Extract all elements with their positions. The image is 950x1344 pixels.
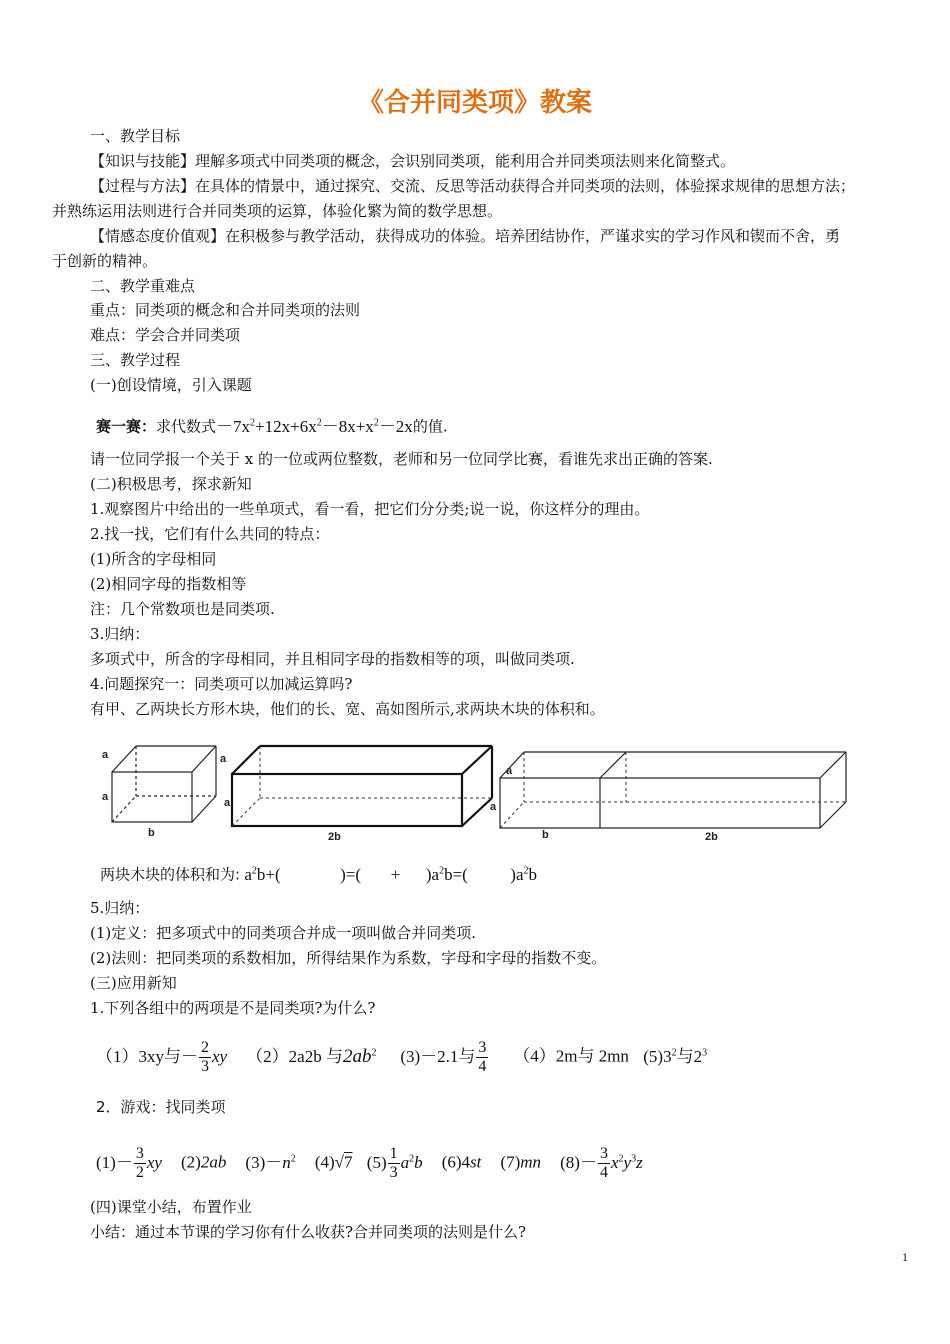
cube-front xyxy=(112,772,192,822)
q1-item-4: （4）2m与 2mn xyxy=(513,1046,629,1066)
exercise-1: 1.下列各组中的两项是不是同类项?为什么? xyxy=(90,999,376,1017)
goal-attitude-2: 于创新的精神。 xyxy=(52,252,158,270)
feature-1: (1)所含的字母相同 xyxy=(90,550,217,568)
game-expression xyxy=(96,413,448,437)
q2-item-2: (2)2ab xyxy=(181,1152,227,1172)
box-label-a-side: a xyxy=(224,797,231,809)
section-goals: 一、教学目标 xyxy=(90,127,181,145)
cube-label-a-side: a xyxy=(102,791,109,803)
exercise-1-items xyxy=(96,1030,707,1080)
game-end: 的值. xyxy=(412,417,448,436)
observe-instruction: 1.观察图片中给出的一些单项式，看一看，把它们分分类;说一说，你这样分的理由。 xyxy=(90,500,650,518)
box-front xyxy=(232,774,462,826)
definition-merge: (1)定义：把多项式中的同类项合并成一项叫做合并同类项. xyxy=(90,924,477,942)
exercise-2-game: 2．游戏：找同类项 xyxy=(96,1098,226,1116)
cube-label-b: b xyxy=(148,827,155,839)
q2-item-1: (1)－ $\frac{3}{2}$ xy xyxy=(96,1145,162,1182)
combined-label-2b: 2b xyxy=(705,831,718,843)
volume-expression xyxy=(100,861,537,885)
goal-knowledge: 【知识与技能】理解多项式中同类项的概念，会识别同类项，能利用合并同类项法则来化简整式。 xyxy=(90,152,736,170)
combined-box xyxy=(500,752,846,828)
section-key-points: 二、教学重难点 xyxy=(90,277,196,295)
q2-item-3: $(3)-n^2$ xyxy=(245,1152,296,1172)
document-title: 《合并同类项》教案 xyxy=(357,88,592,118)
page-number: 1 xyxy=(902,1250,908,1264)
game-formula: $-7x^2+12x+6x^2-8x+x^2-2x$ xyxy=(216,416,413,436)
q1-item-1: （1）3xy与－ $\frac{2}{3}$ xy xyxy=(96,1039,228,1076)
find-features: 2.找一找，它们有什么共同的特点： xyxy=(90,525,330,543)
volume-label: 两块木块的体积和为: xyxy=(100,865,241,884)
step-4-heading: (四)课堂小结，布置作业 xyxy=(90,1198,252,1216)
q2-item-5: (5) $\frac{1}{3}$ $a^2b$ xyxy=(366,1145,423,1182)
q1-item-5: $(5)3^2$与$2^3$ xyxy=(643,1046,708,1066)
q2-item-7: (7)mn xyxy=(500,1152,542,1172)
note-constants: 注：几个常数项也是同类项. xyxy=(90,600,275,618)
induction-heading: 5.归纳： xyxy=(90,899,150,917)
step-1-heading: (一)创设情境，引入课题 xyxy=(90,376,252,394)
q2-item-8: (8)－ $\frac{3}{4}$ $x^2y^3z$ xyxy=(560,1145,643,1182)
rule-merge: (2)法则：把同类项的系数相加，所得结果作为系数，字母和字母的指数不变。 xyxy=(90,949,607,967)
combined-label-a-side: a xyxy=(490,801,497,813)
summary-heading: 3.归纳： xyxy=(90,625,150,643)
q1-item-3: (3)－2.1与 $\frac{3}{4}$ xyxy=(400,1039,487,1076)
goal-process-1: 【过程与方法】在具体的情景中，通过探究、交流、反思等活动获得合并同类项的法则，体验探求规律的思想方法； xyxy=(90,177,856,195)
q1-item-2: （2）2a2b 与$2ab^2$ xyxy=(246,1045,377,1067)
game-text: 求代数式 xyxy=(156,417,217,436)
cube-a-b xyxy=(112,746,216,822)
goal-process-2: 并熟练运用法则进行合并同类项的运算，体验化繁为简的数学思想。 xyxy=(52,202,503,220)
summary-question: 小结：通过本节课的学习你有什么收获?合并同类项的法则是什么? xyxy=(90,1223,527,1241)
feature-2: (2)相同字母的指数相等 xyxy=(90,575,247,593)
box-label-2b: 2b xyxy=(328,831,341,843)
goal-attitude-1: 【情感态度价值观】在积极参与教学活动，获得成功的体验。培养团结协作，严谨求实的学习作风和锲而不舍，勇 xyxy=(90,227,841,245)
problem-description: 有甲、乙两块长方形木块，他们的长、宽、高如图所示,求两块木块的体积和。 xyxy=(90,700,605,718)
q2-item-6: (6)4st xyxy=(441,1152,482,1172)
key-point: 重点：同类项的概念和合并同类项的法则 xyxy=(90,301,361,319)
exercise-2-items xyxy=(96,1136,643,1186)
game-description: 请一位同学报一个关于 x 的一位或两位整数，老师和另一位同学比赛，看谁先求出正确的答案. xyxy=(90,450,713,468)
like-terms-definition: 多项式中，所含的字母相同，并且相同字母的指数相等的项，叫做同类项. xyxy=(90,650,575,668)
volume-formula: $a^2b+$( )=( + )$a^2b=$( )$a^2b$ xyxy=(240,864,538,884)
box-label-a-top: a xyxy=(220,753,227,765)
game-label: 赛一赛： xyxy=(96,417,157,436)
cube-label-a-top: a xyxy=(102,749,109,761)
wood-blocks-diagram xyxy=(100,738,860,846)
step-2-heading: (二)积极思考，探求新知 xyxy=(90,475,252,493)
q2-item-4: (4)√7 xyxy=(314,1152,353,1172)
step-3-heading: (三)应用新知 xyxy=(90,974,177,992)
combined-label-a-top: a xyxy=(506,765,513,777)
difficult-point: 难点：学会合并同类项 xyxy=(90,326,241,344)
combined-front xyxy=(500,778,820,828)
problem-explore-1: 4.问题探究一：同类项可以加减运算吗? xyxy=(90,675,353,693)
combined-label-b: b xyxy=(542,829,549,841)
section-process: 三、教学过程 xyxy=(90,351,181,369)
box-a-2b xyxy=(232,746,492,826)
